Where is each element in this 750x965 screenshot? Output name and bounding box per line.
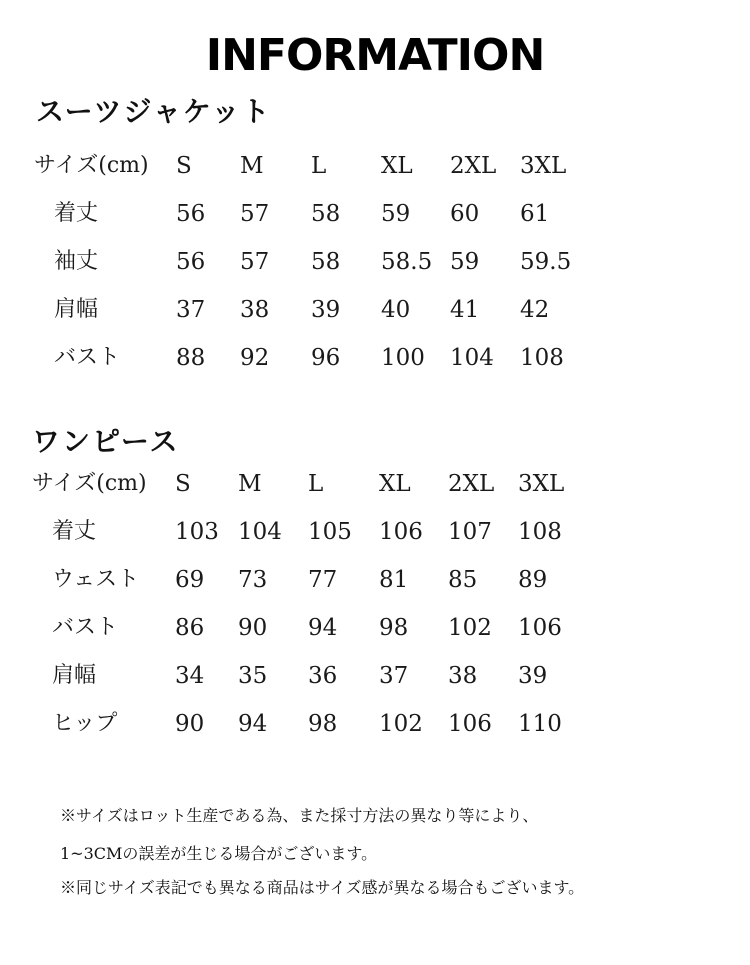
table-cell: 100 xyxy=(381,345,425,371)
table-cell: 56 xyxy=(176,201,206,227)
table-cell: 105 xyxy=(308,519,352,545)
header-size-xl: XL xyxy=(381,153,413,179)
header-size-3xl: 3XL xyxy=(520,153,567,179)
table-cell: 96 xyxy=(311,345,341,371)
header-size-m: M xyxy=(238,471,262,497)
row-label: バスト xyxy=(54,345,121,370)
table-cell: 104 xyxy=(238,519,282,545)
table-row xyxy=(0,290,750,330)
page-title: INFORMATION xyxy=(205,30,545,81)
table-cell: 69 xyxy=(175,567,205,593)
header-size-2xl: 2XL xyxy=(448,471,495,497)
row-label: 着丈 xyxy=(52,519,97,544)
table-cell: 77 xyxy=(308,567,338,593)
table-cell: 59 xyxy=(450,249,480,275)
row-label: ヒップ xyxy=(52,711,118,736)
table-cell: 57 xyxy=(240,201,270,227)
header-size-3xl: 3XL xyxy=(518,471,565,497)
table-cell: 56 xyxy=(176,249,206,275)
table-cell: 58 xyxy=(311,201,341,227)
table-cell: 38 xyxy=(448,663,478,689)
table-cell: 104 xyxy=(450,345,494,371)
row-label: 袖丈 xyxy=(54,249,99,274)
table-cell: 85 xyxy=(448,567,478,593)
table-cell: 108 xyxy=(520,345,564,371)
table-row xyxy=(0,194,750,234)
table-cell: 57 xyxy=(240,249,270,275)
table-row xyxy=(0,242,750,282)
table-cell: 89 xyxy=(518,567,548,593)
table-cell: 42 xyxy=(520,297,550,323)
table-cell: 107 xyxy=(448,519,492,545)
table-row xyxy=(0,656,750,696)
table-cell: 102 xyxy=(379,711,423,737)
table-cell: 35 xyxy=(238,663,268,689)
note-line-3: ※同じサイズ表記でも異なる商品はサイズ感が異なる場合もございます。 xyxy=(60,878,585,897)
header-size-label: サイズ(cm) xyxy=(32,471,147,496)
table-row xyxy=(0,608,750,648)
row-label: バスト xyxy=(52,615,119,640)
table-header-row xyxy=(0,464,750,504)
table-cell: 110 xyxy=(518,711,562,737)
table-cell: 40 xyxy=(381,297,411,323)
section-title-suit-jacket: スーツジャケット xyxy=(36,95,272,128)
table-cell: 106 xyxy=(518,615,562,641)
header-size-l: L xyxy=(308,471,324,497)
table-cell: 36 xyxy=(308,663,338,689)
header-size-s: S xyxy=(176,153,192,179)
table-row xyxy=(0,512,750,552)
header-size-s: S xyxy=(175,471,191,497)
table-cell: 34 xyxy=(175,663,205,689)
header-size-label: サイズ(cm) xyxy=(34,153,149,178)
note-line-2: 1~3CMの誤差が生じる場合がございます。 xyxy=(60,844,378,863)
table-cell: 39 xyxy=(311,297,341,323)
table-cell: 106 xyxy=(379,519,423,545)
row-label: 肩幅 xyxy=(52,663,97,688)
table-cell: 86 xyxy=(175,615,205,641)
table-cell: 90 xyxy=(238,615,268,641)
row-label: 着丈 xyxy=(54,201,99,226)
table-cell: 88 xyxy=(176,345,206,371)
header-size-xl: XL xyxy=(379,471,411,497)
table-cell: 37 xyxy=(176,297,206,323)
table-cell: 102 xyxy=(448,615,492,641)
row-label: 肩幅 xyxy=(54,297,99,322)
table-cell: 92 xyxy=(240,345,270,371)
section-title-dress: ワンピース xyxy=(32,425,180,458)
table-row xyxy=(0,560,750,600)
table-cell: 106 xyxy=(448,711,492,737)
table-cell: 59.5 xyxy=(520,249,572,275)
table-row xyxy=(0,704,750,744)
table-cell: 94 xyxy=(238,711,268,737)
table-cell: 60 xyxy=(450,201,480,227)
table-row xyxy=(0,338,750,378)
table-cell: 41 xyxy=(450,297,480,323)
table-cell: 37 xyxy=(379,663,409,689)
table-header-row xyxy=(0,146,750,186)
row-label: ウェスト xyxy=(52,567,140,592)
table-cell: 58.5 xyxy=(381,249,433,275)
table-cell: 59 xyxy=(381,201,411,227)
table-cell: 73 xyxy=(238,567,268,593)
table-cell: 81 xyxy=(379,567,409,593)
table-cell: 61 xyxy=(520,201,550,227)
table-cell: 38 xyxy=(240,297,270,323)
header-size-m: M xyxy=(240,153,264,179)
table-cell: 98 xyxy=(308,711,338,737)
header-size-l: L xyxy=(311,153,327,179)
table-cell: 108 xyxy=(518,519,562,545)
table-cell: 98 xyxy=(379,615,409,641)
table-cell: 90 xyxy=(175,711,205,737)
table-cell: 103 xyxy=(175,519,219,545)
note-line-1: ※サイズはロット生産である為、また採寸方法の異なり等により、 xyxy=(60,806,539,825)
table-cell: 39 xyxy=(518,663,548,689)
header-size-2xl: 2XL xyxy=(450,153,497,179)
table-cell: 58 xyxy=(311,249,341,275)
table-cell: 94 xyxy=(308,615,338,641)
